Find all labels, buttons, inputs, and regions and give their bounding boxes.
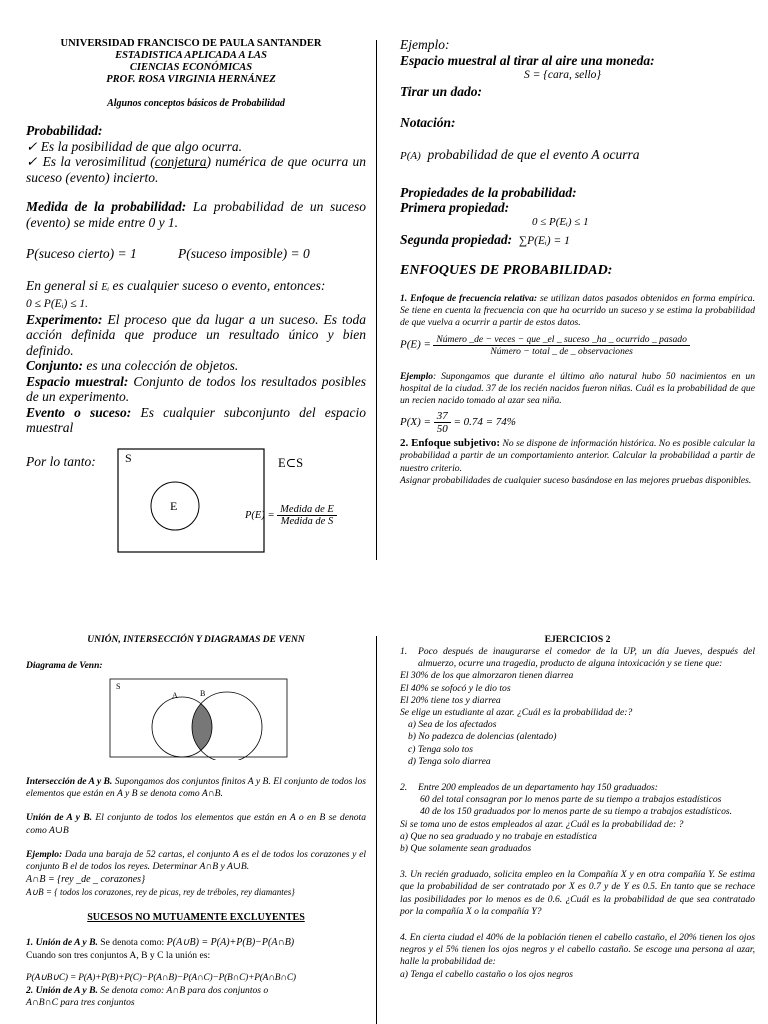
- frequency-formula: [400, 334, 755, 357]
- notacion-definition: [400, 147, 755, 165]
- segunda-row: [400, 232, 755, 250]
- propiedades-title: Propiedades de la probabilidad:: [400, 184, 577, 200]
- exercise-2-option: b) Que solamente sean graduados: [400, 843, 532, 855]
- header-line-3: CIENCIAS ECONÓMICAS: [129, 62, 253, 73]
- union-text: El conjunto de todos los elementos que están en A o en B se denota como A∪B: [26, 812, 367, 836]
- union-1-title: 1. Unión de A y B.: [26, 937, 98, 949]
- ejercicios-title: EJERCICIOS 2: [544, 634, 611, 645]
- freq-lhs: P(E) =: [400, 338, 431, 351]
- sample-space-area: [26, 448, 366, 558]
- pa-symbol: P(A): [400, 150, 421, 162]
- medida-text: La probabilidad de un suceso (evento) se mide entre 0 y 1.: [26, 199, 366, 230]
- ejemplo-title: Ejemplo: [400, 370, 434, 382]
- pe-fraction: [277, 504, 337, 527]
- number: 2.: [400, 782, 408, 794]
- exercise-1-line: El 20% tiene tos y diarrea: [400, 694, 501, 706]
- conjunto-text: es una colección de objetos.: [83, 358, 239, 373]
- interseccion-text: Supongamos dos conjuntos finitos A y B. El conjunto de todos los elementos que están en A y B se denota como A∩B.: [26, 776, 366, 800]
- exercise-1-text: [400, 646, 755, 670]
- evento-def: [26, 405, 366, 436]
- union-3-formula: P(A∪B∪C) = P(A)+P(B)+P(C)−P(A∩B)−P(A∩C)−P(B∩C)+P(A∩B∩C): [26, 973, 296, 984]
- evento-title: Evento o suceso:: [26, 404, 132, 420]
- exercise-2: [400, 782, 755, 855]
- ejemplo-interseccion: A∩B = {rey _de _ corazones}: [26, 874, 146, 886]
- experimento-title: Experimento:: [26, 311, 103, 327]
- px-result: = 0.74 = 74%: [453, 416, 516, 429]
- exercise-1: [400, 646, 755, 768]
- pe-lhs: P(E) =: [245, 509, 275, 521]
- union-2-text-2: A∩B∩C para tres conjuntos: [26, 997, 135, 1009]
- experimento-text: El proceso que da lugar a un suceso. Es toda acción definida que produce un resultado único y bien definido.: [26, 311, 366, 358]
- dado-text: Tirar un dado:: [400, 84, 483, 99]
- exercise-2-text: [400, 782, 755, 794]
- exercise-2-item-60: 60 del total consagran por lo menos parte de su tiempo a trabajos estadísticos: [420, 794, 722, 806]
- union-def: [26, 812, 366, 836]
- enfoque-1-text: se utilizan datos pasados obtenidos en forma empírica. Se tiene en cuenta la frecuencia con que ha ocurrido un suceso y se estima la probabilidad de que vuelva a ocurrir a partir de estos datos.: [400, 293, 755, 329]
- px-lhs: P(X) =: [400, 416, 431, 429]
- ejemplo-text: : Supongamos que durante el último año natural hubo 50 nacimientos en un hospital de la ciudad. 37 de los recién nacidos fueron niñas. Cuál es la probabilidad de que un recien nacido tomado al azar sea niña.: [400, 370, 755, 407]
- header-line-1: UNIVERSIDAD FRANCISCO DE PAULA SANTANDER: [60, 38, 322, 49]
- union-title: Unión de A y B.: [26, 812, 93, 824]
- pe-denominator: Medida de S: [280, 515, 334, 527]
- item-text: Es la posibilidad de que algo ocurra.: [40, 138, 243, 154]
- page-top-left: [26, 38, 366, 598]
- page-bottom-left: [26, 634, 366, 1024]
- page-bottom-right: [400, 634, 755, 1024]
- exercise-3: 3. Un recién graduado, solicita empleo en la Compañía X y en otra compañía Y. Se estima que la probabilidad de ser contratado por X es 0.7 y de Y es 0.5. En tanto que se rechace las posibilidades por lo menos es de 0.6. ¿Cuál es la probabilidad de que sea contratado por la compañía X o la compañía Y?: [400, 869, 755, 917]
- check-icon: ✓: [26, 154, 39, 169]
- conjunto-title: Conjunto:: [26, 358, 84, 373]
- conjetura-word: conjetura: [154, 154, 207, 169]
- freq-numerator: Número _de − veces − que _el _ suceso _ha _ ocurrido _ pasado: [433, 334, 690, 346]
- probabilidad-item-2: [26, 154, 366, 185]
- interseccion-formula: [26, 985, 366, 997]
- exercise-1-line: Se elige un estudiante al azar. ¿Cuál es la probabilidad de:?: [400, 707, 633, 719]
- sample-set-formula: S = {cara, sello}: [524, 69, 602, 81]
- ejemplo-text: Dada una baraja de 52 cartas, el conjunto A es el de todos los corazones y el conjunto B el de todos los reyes. Determinar A∩B y A∪B.: [26, 848, 366, 873]
- segunda-formula: ∑P(Eᵢ) = 1: [518, 234, 570, 247]
- exercise-4-option: a) Tenga el cabello castaño o los ojos negros: [400, 968, 574, 980]
- notacion-title: Notación:: [400, 114, 456, 130]
- ejemplo-baraja: [26, 849, 366, 873]
- medida-title: Medida de la probabilidad:: [26, 199, 187, 214]
- cierto-imposible-row: [26, 246, 366, 262]
- px-numerator: 37: [434, 410, 451, 423]
- conjunto-def: [26, 358, 366, 374]
- inequality-formula: 0 ≤ P(Eᵢ) ≤ 1.: [26, 297, 89, 310]
- union-3-text: Cuando son tres conjuntos A, B y C la unión es:: [26, 950, 211, 962]
- header-line-2: ESTADISTICA APLICADA A LAS: [115, 50, 267, 61]
- general-text: [26, 278, 366, 296]
- document-subtitle: Algunos conceptos básicos de Probabilidad: [107, 98, 285, 109]
- exercise-1-line: El 30% de los que almorzaron tienen diarrea: [400, 670, 574, 682]
- exercise-1-line: El 40% se sofocó y le dio tos: [400, 682, 511, 694]
- enfoque-2-text-2: Asignar probabilidades de cualquier suceso basándose en las mejores pruebas disponibles.: [400, 474, 752, 486]
- venn-title: Diagrama de Venn:: [26, 661, 103, 671]
- text: Entre 200 empleados de un departamento hay 150 graduados:: [418, 782, 658, 794]
- ejemplo-title: Ejemplo:: [26, 848, 63, 860]
- px-denominator: 50: [436, 423, 448, 436]
- freq-denominator: Número − total _ de _ observaciones: [490, 345, 633, 357]
- px-fraction: [434, 410, 451, 435]
- union-1-formula: P(A∪B) = P(A)+P(B)−P(A∩B): [166, 937, 295, 949]
- item-text: Es la verosimilitud (: [42, 154, 155, 169]
- column-divider-top: [376, 40, 377, 560]
- freq-fraction: [433, 334, 690, 357]
- segunda-propiedad: Segunda propiedad:: [400, 231, 513, 247]
- exercise-2-item-40: 40 de los 150 graduados por lo menos parte de su tiempo a trabajos estadísticos.: [420, 806, 733, 818]
- espacio-title: Espacio muestral:: [26, 373, 129, 389]
- enfoque-2-title: 2. Enfoque subjetivo:: [400, 437, 501, 450]
- university-header: [16, 38, 366, 86]
- sample-space-diagram: [117, 448, 267, 554]
- number: 1.: [400, 646, 408, 657]
- espacio-text: Conjunto de todos los resultados posibles de un experimento.: [26, 373, 366, 404]
- union-2-text: Se denota como: A∩B para dos conjuntos o: [97, 985, 269, 997]
- enfoques-title: ENFOQUES DE PROBABILIDAD:: [400, 263, 613, 278]
- text: es cualquier suceso o evento, entonces:: [109, 278, 326, 293]
- union-2-title: 2. Unión de A y B.: [26, 985, 98, 997]
- check-icon: ✓: [26, 138, 38, 154]
- venn-a-label: A: [172, 691, 178, 700]
- column-divider-bottom: [376, 636, 377, 1024]
- experimento-def: [26, 312, 366, 359]
- exercise-4: 4. En cierta ciudad el 40% de la población tienen el cabello castaño, el 20% tienen los ojos negros y el 5% tienen los ojos negros y el cabello castaño. Se escoge una persona al azar, halle la probabilidad de:: [400, 932, 755, 968]
- exercise-1-option: a) Sea de los afectados: [408, 719, 497, 731]
- enfoque-1-title: 1. Enfoque de frecuencia relativa:: [400, 293, 538, 304]
- primera-propiedad: Primera propiedad:: [400, 200, 510, 215]
- ei-symbol: Eᵢ: [101, 282, 110, 293]
- medida-section: [26, 199, 366, 230]
- text: En general si: [26, 278, 102, 293]
- exercise-1-option: b) No padezca de dolencias (alentado): [408, 731, 557, 743]
- probabilidad-item-1: [26, 139, 366, 155]
- section-title: UNIÓN, INTERSECCIÓN Y DIAGRAMAS DE VENN: [87, 635, 305, 645]
- probabilidad-section: [26, 123, 366, 185]
- diagram-s-label: S: [125, 450, 132, 465]
- probabilidad-title: Probabilidad:: [26, 123, 103, 138]
- por-lo-tanto-label: Por lo tanto:: [26, 453, 96, 469]
- union-1-text: Se denota como:: [97, 937, 167, 949]
- primera-formula: 0 ≤ P(Eᵢ) ≤ 1: [532, 215, 589, 228]
- suceso-cierto: P(suceso cierto) = 1: [26, 246, 137, 261]
- page-top-right: [400, 38, 755, 598]
- exercise-1-option: d) Tenga solo diarrea: [408, 755, 491, 767]
- venn-s-label: S: [116, 682, 121, 691]
- espacio-def: [26, 374, 366, 405]
- suceso-imposible: P(suceso imposible) = 0: [178, 246, 310, 261]
- enfoque-1: [400, 293, 755, 330]
- exercise-2-option: a) Que no sea graduado y no trabaje en estadística: [400, 830, 597, 842]
- ejemplo-nacimientos: [400, 371, 755, 408]
- pe-formula: [245, 504, 337, 527]
- subset-label: E⊂S: [278, 455, 304, 470]
- sucesos-title: SUCESOS NO MUTUAMENTE EXCLUYENTES: [87, 912, 305, 924]
- evento-text: Es cualquier subconjunto del espacio muestral: [26, 404, 367, 435]
- exercise-2-question: Si se toma uno de estos empleados al azar. ¿Cuál es la probabilidad de: ?: [400, 818, 684, 830]
- enfoque-2-text: No se dispone de información histórica. No es posible calcular la probabilidad a partir de un comportamiento anterior. Calcular la probabilidad a partir de nuestro criterio.: [400, 438, 755, 474]
- header-line-4: PROF. ROSA VIRGINIA HERNÁNEZ: [106, 74, 276, 85]
- moneda-text: Espacio muestral al tirar al aire una moneda:: [400, 52, 655, 68]
- diagram-e-label: E: [170, 498, 178, 513]
- pe-numerator: Medida de E: [277, 504, 337, 516]
- sample-space-box: [118, 449, 264, 552]
- venn-b-label: B: [200, 689, 206, 698]
- union-formula-1: [26, 936, 366, 949]
- ejemplo-union: A∪B = { todos los corazones, rey de picas, rey de tréboles, rey diamantes}: [26, 887, 295, 898]
- venn-diagram: [109, 678, 289, 760]
- px-formula: [400, 410, 755, 435]
- exercise-1-option: c) Tenga solo tos: [408, 743, 473, 755]
- interseccion-def: [26, 776, 366, 800]
- interseccion-title: Intersección de A y B.: [26, 776, 113, 787]
- text: Poco después de inaugurarse el comedor de la UP, un día Jueves, después del almuerzo, ocurre una tragedia, producto de alguna intoxicación y se tiene que:: [418, 646, 755, 670]
- enfoque-2: [400, 437, 755, 475]
- ejemplo-label: Ejemplo:: [400, 37, 450, 52]
- pa-text: probabilidad de que el evento A ocurra: [427, 147, 640, 162]
- item-text: ) numérica de que ocurra un suceso (evento) incierto.: [26, 154, 366, 185]
